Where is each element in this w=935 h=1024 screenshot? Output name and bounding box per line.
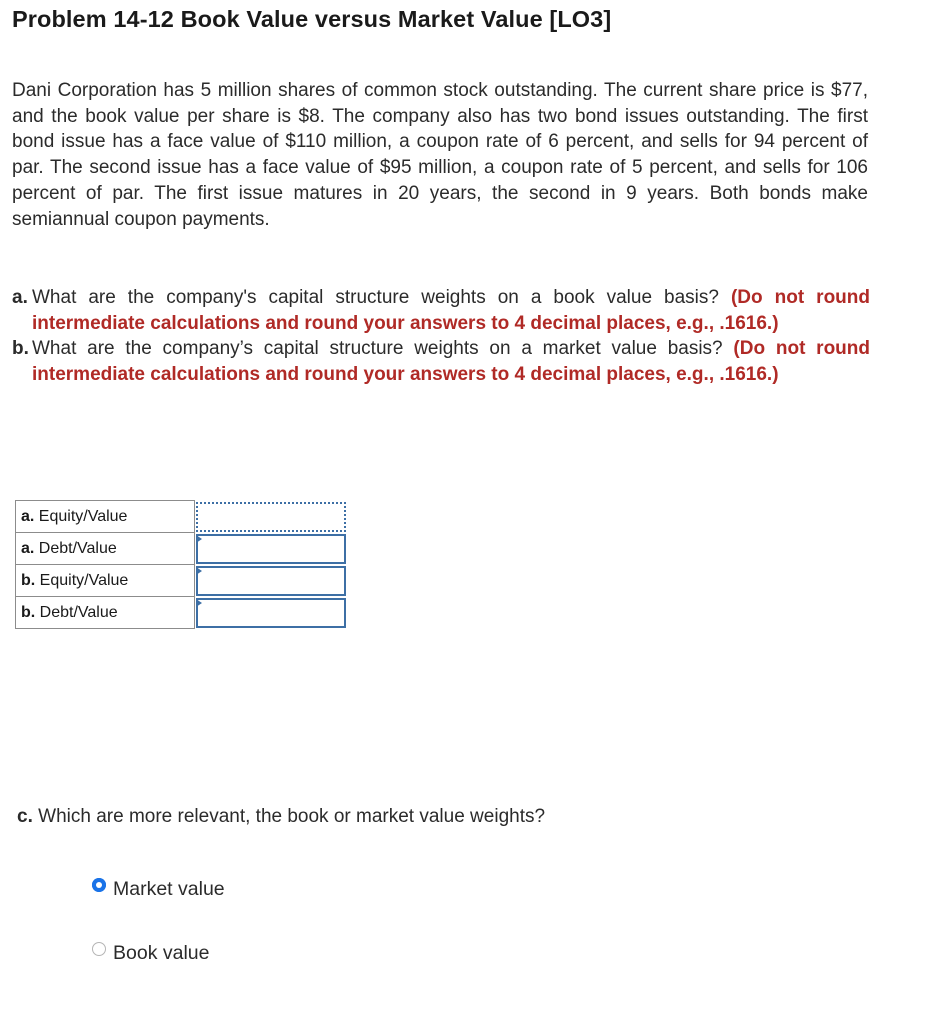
answer-cell (195, 597, 347, 629)
problem-statement: Dani Corporation has 5 million shares of common stock outstanding. The current share price is $77, and the book value per share is $8. The company also has two bond issues outstanding. The first bond issue has a face value of $110 million, a coupon rate of 6 percent, and sells for 94 percent of par. The second issue has a face value of $95 million, a coupon rate of 5 percent, and sells for 106 percent of par. The first issue matures in 20 years, the second in 9 years. Both bonds make semiannual coupon payments. (12, 80, 868, 230)
question-c-text: Which are more relevant, the book or market value weights? (38, 806, 546, 827)
answer-label-text: Equity/Value (38, 507, 128, 525)
problem-title: Problem 14-12 Book Value versus Market Value [LO3] (12, 6, 612, 32)
question-a-text: What are the company's capital structure weights on a book value basis? (32, 287, 719, 308)
table-row (16, 533, 347, 565)
answer-table (15, 500, 347, 629)
book-equity-value-input[interactable] (196, 502, 346, 532)
question-a (12, 285, 870, 336)
questions-block (12, 285, 870, 388)
option-market-value-label: Market value (113, 878, 225, 900)
answer-label-text: Equity/Value (39, 571, 129, 589)
question-b (12, 336, 870, 387)
answer-label-text: Debt/Value (38, 539, 117, 557)
answer-label-prefix: a. (21, 507, 35, 525)
answer-label-prefix: a. (21, 539, 35, 557)
question-c (17, 806, 545, 828)
question-b-letter: b. (12, 338, 29, 360)
table-row (16, 597, 347, 629)
radio-selected-icon[interactable] (92, 878, 106, 892)
answer-label (16, 597, 195, 629)
table-row (16, 565, 347, 597)
cell-marker-icon (196, 599, 202, 607)
market-equity-value-input[interactable] (196, 566, 346, 596)
option-market-value[interactable] (92, 878, 225, 901)
answer-label-text: Debt/Value (39, 603, 118, 621)
question-b-instruction: (Do not round intermediate calculations and round your answers to 4 decimal places, e.g., .1616.) (32, 338, 870, 386)
answer-label-prefix: b. (21, 603, 36, 621)
answer-cell (195, 565, 347, 597)
answer-cell (195, 533, 347, 565)
answer-cell (195, 501, 347, 533)
answer-label (16, 501, 195, 533)
market-debt-value-input[interactable] (196, 598, 346, 628)
question-a-instruction: (Do not round intermediate calculations and round your answers to 4 decimal places, e.g., .1616.) (32, 287, 870, 334)
option-book-value[interactable] (92, 942, 209, 965)
cell-marker-icon (196, 567, 202, 575)
answer-label (16, 565, 195, 597)
cell-marker-icon (196, 535, 202, 543)
question-a-letter: a. (12, 287, 28, 308)
answer-label-prefix: b. (21, 571, 36, 589)
question-c-letter: c. (17, 806, 33, 827)
answer-label (16, 533, 195, 565)
option-book-value-label: Book value (113, 942, 210, 964)
question-b-text: What are the company’s capital structure weights on a market value basis? (32, 338, 723, 360)
radio-unselected-icon[interactable] (92, 942, 106, 956)
table-row (16, 501, 347, 533)
book-debt-value-input[interactable] (196, 534, 346, 564)
